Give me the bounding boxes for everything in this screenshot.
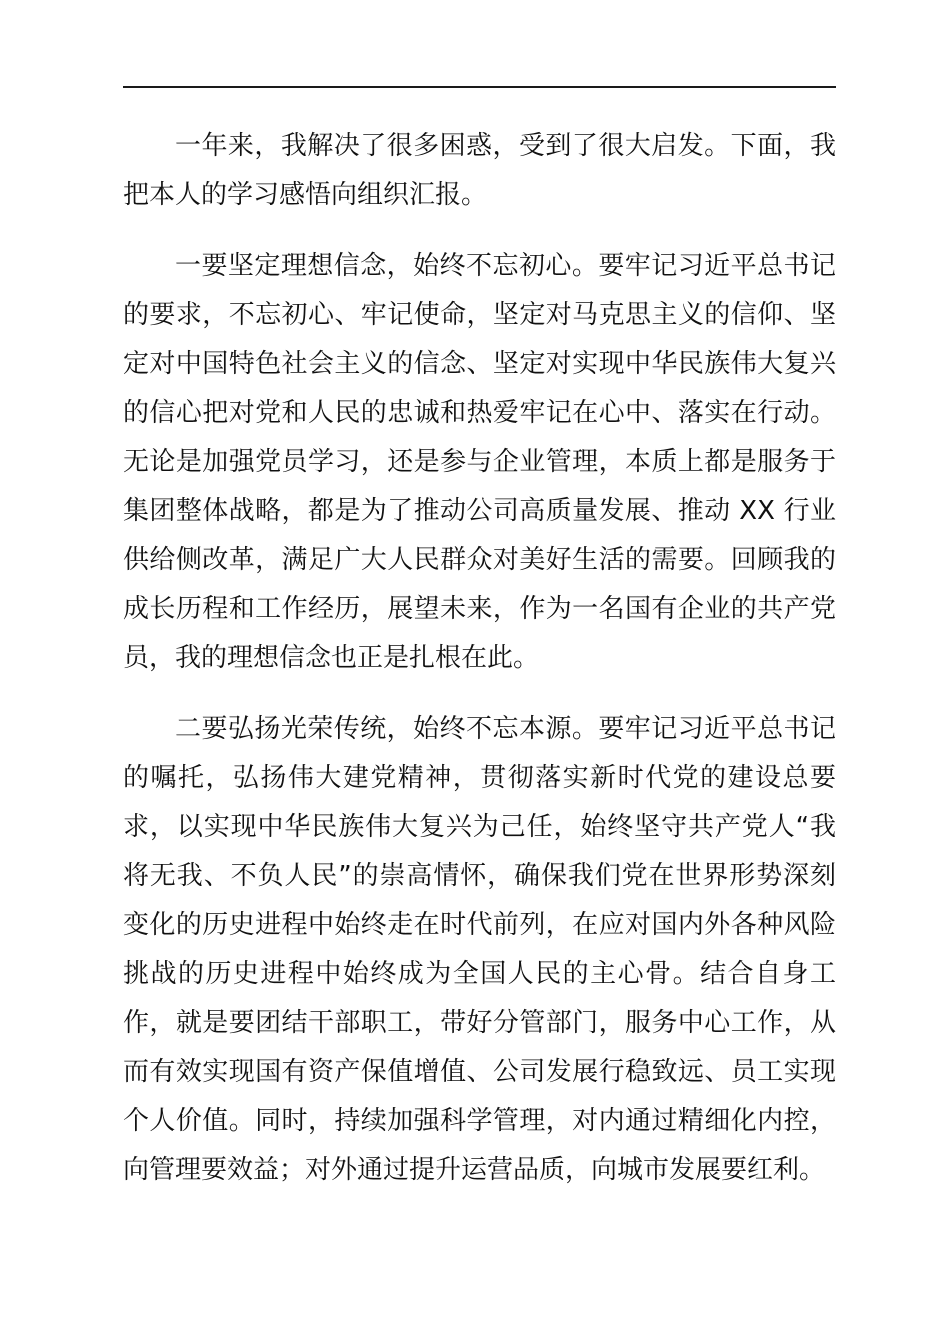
header-rule [123,86,836,88]
paragraph-intro: 一年来，我解决了很多困惑，受到了很大启发。下面，我把本人的学习感悟向组织汇报。 [123,131,836,210]
paragraph-tradition: 二要弘扬光荣传统，始终不忘本源。要牢记习近平总书记的嘱托，弘扬伟大建党精神，贯彻落实新时代党的建设总要求，以实现中华民族伟大复兴为己任，始终坚守共产党人“我将无我、不负人民”的崇高情怀，确保我们党在世界形势深刻变化的历史进程中始终走在时代前列，在应对国内外各种风险挑战的历史进程中始终成为全国人民的主心骨。结合自身工作，就是要团结干部职工，带好分管部门，服务中心工作，从而有效实现国有资产保值增值、公司发展行稳致远、员工实现个人价值。同时，持续加强科学管理，对内通过精细化内控，向管理要效益；对外通过提升运营品质，向城市发展要红利。 [123,714,836,1185]
paragraph-ideals: 一要坚定理想信念，始终不忘初心。要牢记习近平总书记的要求，不忘初心、牢记使命，坚定对马克思主义的信仰、坚定对中国特色社会主义的信念、坚定对实现中华民族伟大复兴的信心把对党和人民的忠诚和热爱牢记在心中、落实在行动。无论是加强党员学习，还是参与企业管理，本质上都是服务于集团整体战略，都是为了推动公司高质量发展、推动 XX 行业供给侧改革，满足广大人民群众对美好生活的需要。回顾我的成长历程和工作经历，展望未来，作为一名国有企业的共产党员，我的理想信念也正是扎根在此。 [123,251,836,673]
document-body [123,122,836,1195]
